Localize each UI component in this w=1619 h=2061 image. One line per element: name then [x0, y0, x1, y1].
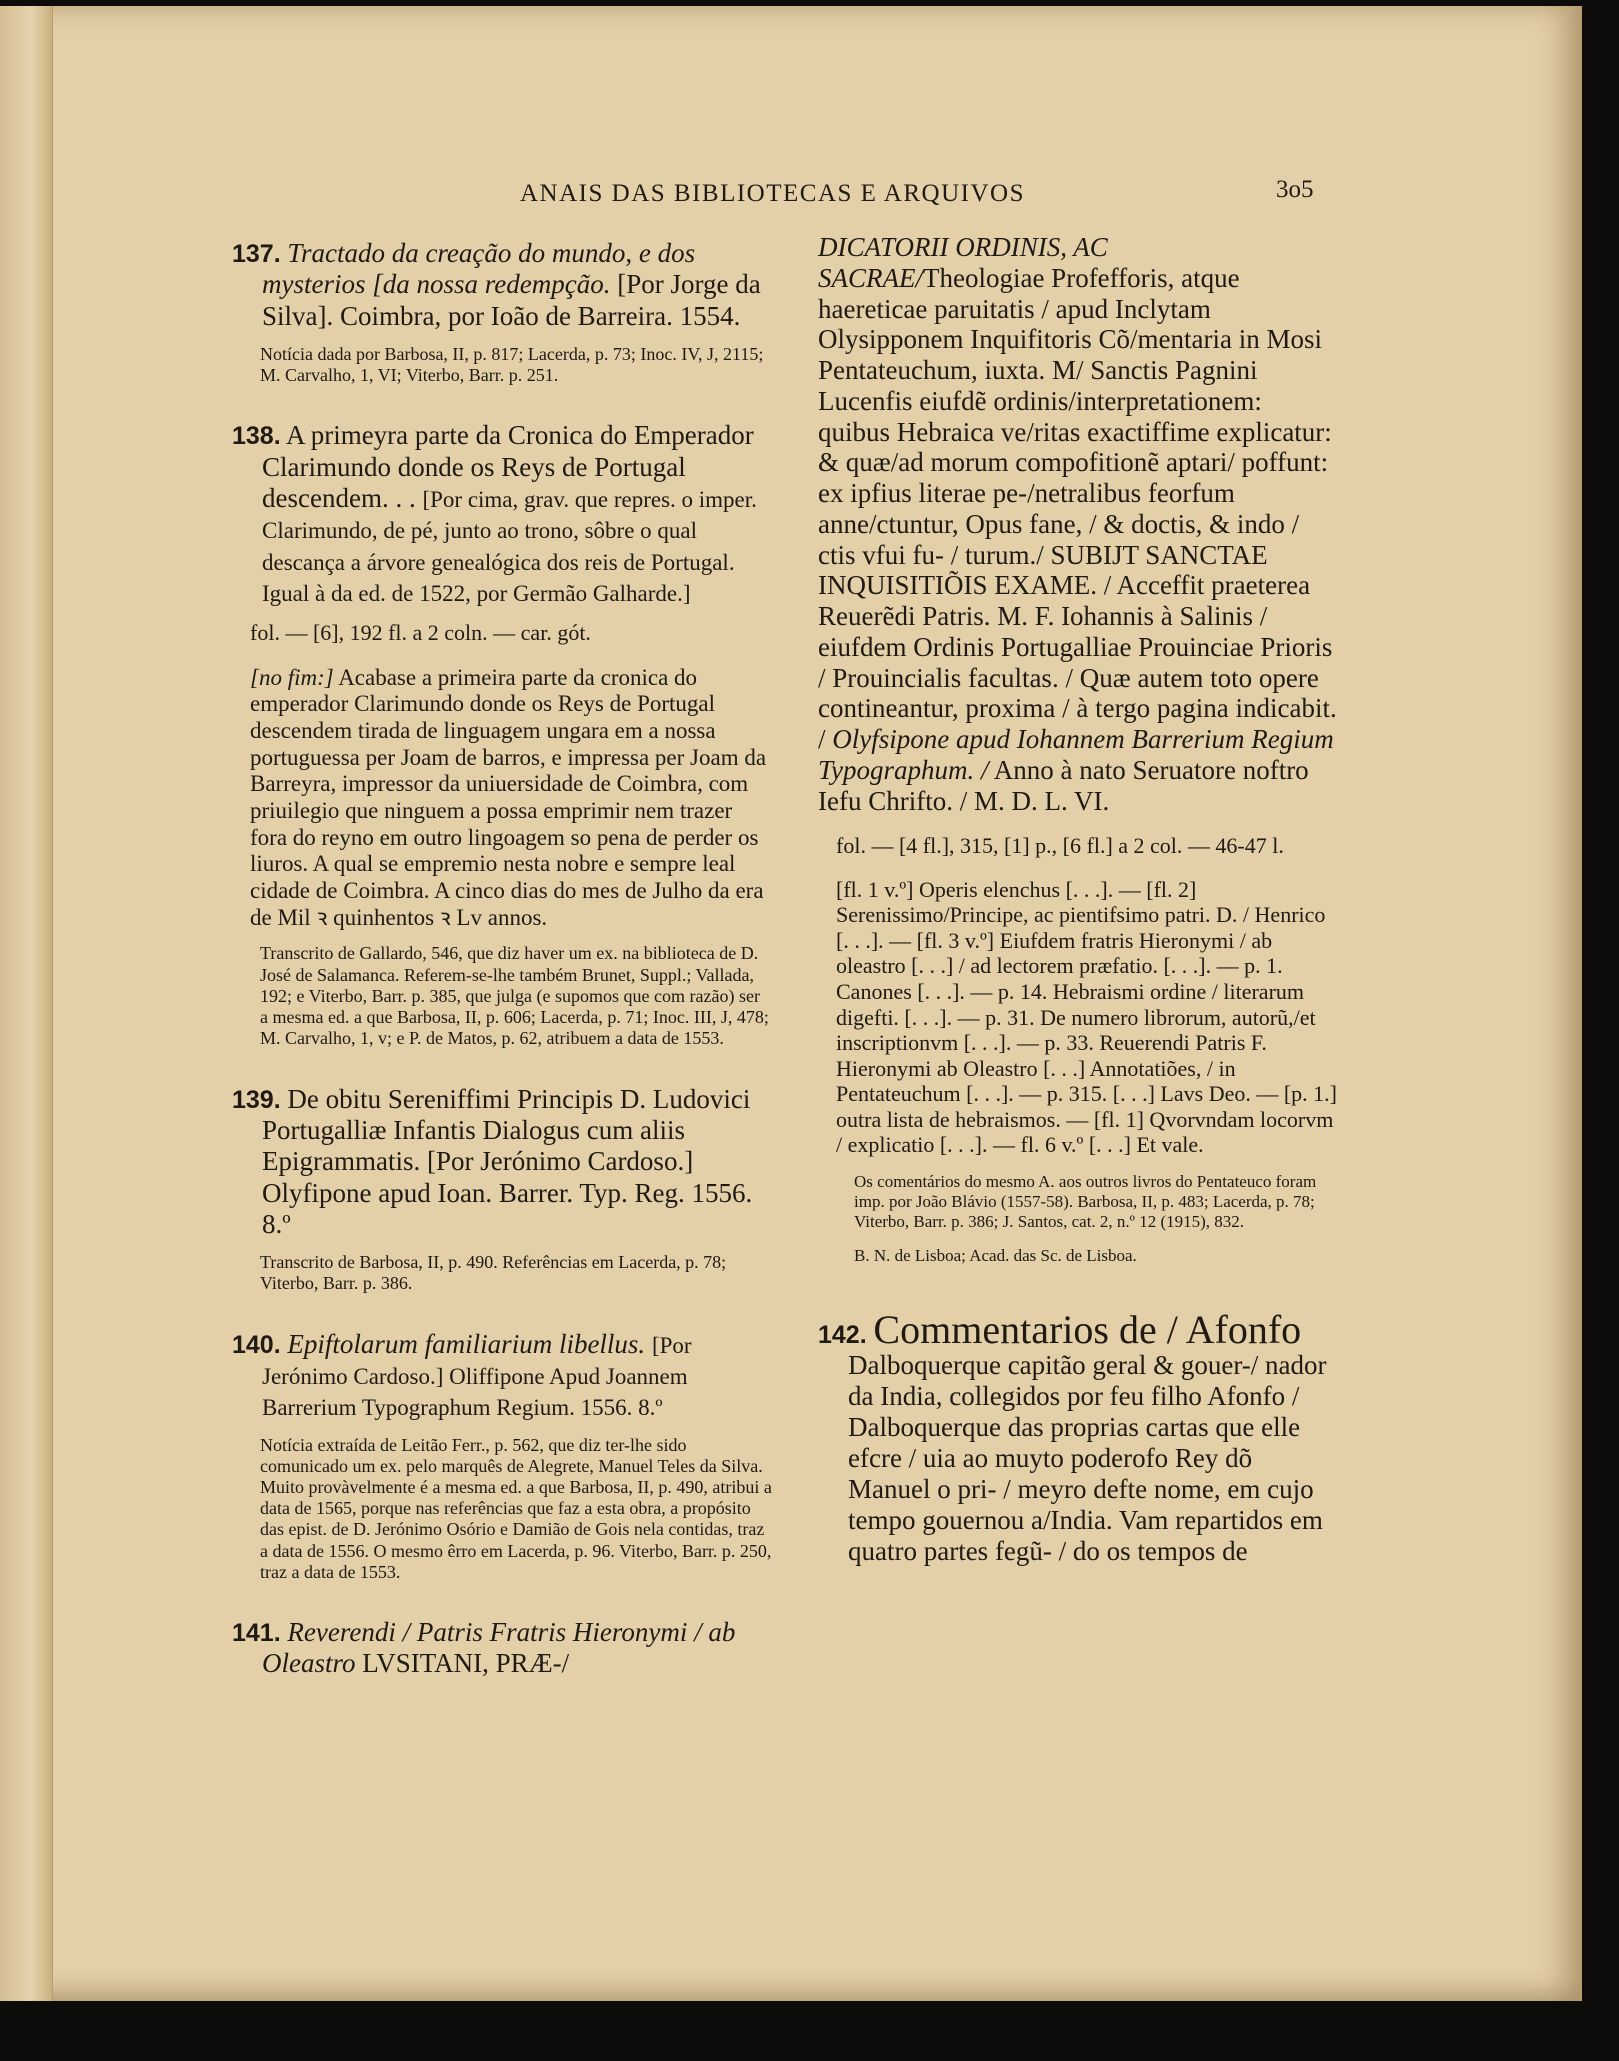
- entry-number: 139.: [232, 1085, 281, 1114]
- entry-note: Transcrito de Barbosa, II, p. 490. Referências em Lacerda, p. 78; Viterbo, Barr. p. 386.: [260, 1252, 727, 1294]
- entry-141: [232, 1617, 772, 1680]
- entry-imprint: [Por Jerónimo Cardoso.] Oliffipone Apud Joannem Barrerium Typographum Regium. 1556. 8.º: [262, 1332, 692, 1421]
- entry-number: 141.: [232, 1619, 281, 1648]
- entry-title: Epiftolarum familiarium libellus.: [287, 1328, 646, 1359]
- entry-title: Reverendi / Patris Fratris Hieronymi / ab Oleastro: [262, 1617, 736, 1679]
- imprint-italic: Olyfsipone apud Iohannem Barrerium Regium Typographum. /: [818, 724, 1334, 786]
- entry-140: [232, 1329, 772, 1584]
- title-text: Theologiae Profefforis, atque haereticae paruitatis / apud Inclytam Olysipponem Inquifitoris Cõ/mentaria in Mosi Pentateuchum, iuxta. M/ Sanctis Pagnini Lucenfis eiufdẽ ordinis/interpretationem: quibus Hebraica ve/ritas exactiffime explicatur: & quæ/ad morum compofitionẽ aptari/ poffunt: ex ipfius literae pe-/netralibus feorfum anne/ctuntur, Opus fane, / & doctis, & indo / ctis vfui fu- / turum./ SUBIJT SANCTAE INQUISITIÕIS EXAME. / Acceffit praeterea Reuerẽdi Patris. M. F. Iohannis à Salinis / eiufdem Ordinis Portugalliae Prouinciae Prioris / Prouincialis facultas. / Quæ autem toto opere contineantur, proxima / à tergo pagina indicabit. /: [818, 262, 1337, 755]
- entry-collation: fol. — [4 fl.], 315, [1] p., [6 fl.] a 2 col. — 46-47 l.: [836, 832, 1284, 858]
- entry-title-text: Dalboquerque capitão geral & gouer-/ nador da India, collegidos por feu filho Afonfo / Dalboquerque das proprias cartas que elle efcre / uia ao muyto poderofo Rey dõ Manuel o pri- / meyro defte nome, em cujo tempo gouernou a/India. Vam repartidos em quatro partes fegũ- / do os tempos de: [848, 1349, 1327, 1567]
- entry-141-continued: [818, 232, 1338, 817]
- italic-heading: DICATORII ORDINIS, AC SACRAE/: [818, 232, 1108, 293]
- colophon-text: [fl. 1 v.º] Operis elenchus [. . .]. — [fl. 2] Serenissimo/Principe, ac pientifsimo patri. D. / Henrico [. . .]. — [fl. 3 v.º] Eiufdem fratris Hieronymi / ab oleastro [. . .] / ad lectorem præfatio. [. . .]. — p. 1. Canones [. . .]. — p. 14. Hebraismi ordine / literarum digefti. [. . .]. — p. 31. De numero librorum, autorũ,/et inscriptionvm [. . .]. — p. 33. Reuerendi Patris F. Hieronymi ab Oleastro [. . .] Annotatiões, / in Pentateuchum [. . .]. — p. 315. [. . .] Lavs Deo. — [p. 1.] outra lista de hebraismos. — [fl. 1] Qvorvndam locorvm / explicatio [. . .]. — fl. 6 v.º [. . .] Et vale.: [836, 876, 1338, 1158]
- right-column: [818, 232, 1338, 1567]
- entry-142: [818, 1306, 1338, 1567]
- entry-imprint: [Por Jorge da Silva]. Coimbra, por Ioão de Barreira. 1554.: [262, 269, 761, 331]
- binding-gutter: [0, 6, 53, 2001]
- entry-139: [232, 1084, 772, 1295]
- colophon-label: [no fim:]: [250, 664, 334, 690]
- entry-collation: fol. — [6], 192 fl. a 2 coln. — car. gót.: [250, 620, 591, 646]
- entry-138: [232, 420, 772, 1049]
- entry-note: Notícia dada por Barbosa, II, p. 817; Lacerda, p. 73; Inoc. IV, J, 2115; M. Carvalho, 1, VI; Viterbo, Barr. p. 251.: [260, 343, 764, 386]
- entry-text: De obitu Sereniffimi Principis D. Ludovici Portugalliæ Infantis Dialogus cum aliis Epigrammatis. [Por Jerónimo Cardoso.] Olyfipone apud Ioan. Barrer. Typ. Reg. 1556. 8.º: [262, 1083, 753, 1239]
- imprint-date: Anno à nato Seruatore noftro Iefu Chrifto. / M. D. L. VI.: [818, 755, 1309, 816]
- entry-number: 138.: [232, 422, 281, 451]
- entry-note: Os comentários do mesmo A. aos outros livros do Pentateuco foram imp. por João Blávio (1557-58). Barbosa, II, p. 483; Lacerda, p. 78; Viterbo, Barr. p. 386; J. Santos, cat. 2, n.º 12 (1915), 832.: [854, 1171, 1317, 1231]
- entry-number: 142.: [818, 1320, 867, 1349]
- page-number: 3o5: [1276, 176, 1314, 203]
- entry-title-caps: LVSITANI, PRÆ-/: [362, 1648, 570, 1679]
- entry-title-large: Commentarios de / Afonfo: [873, 1306, 1302, 1352]
- entry-note: Notícia extraída de Leitão Ferr., p. 562, que diz ter-lhe sido comunicado um ex. pelo marquês de Alegrete, Manuel Teles da Silva. Muito provàvelmente é a mesma ed. a que Barbosa, II, p. 490, atribui a data de 1565, porque nas referências que faz a esta obra, a propósito das epist. de D. Jerónimo Osório e Damião de Gois nela contidas, traz a data de 1556. O mesmo êrro em Lacerda, p. 96. Viterbo, Barr. p. 250, traz a data de 1553.: [260, 1434, 772, 1582]
- entry-locations: B. N. de Lisboa; Acad. das Sc. de Lisboa.: [854, 1245, 1137, 1265]
- entry-number: 137.: [232, 240, 281, 268]
- running-head: ANAIS DAS BIBLIOTECAS E ARQUIVOS: [520, 180, 1025, 207]
- left-column: [232, 238, 772, 1714]
- entry-number: 140.: [232, 1330, 281, 1359]
- colophon-text: Acabase a primeira parte da cronica do emperador Clarimundo donde os Reys de Portugal descendem tirada de linguagem ungara em a nossa portuguessa per Joam de barros, e impressa per Joam da Barreyra, impressor da uniuersidade de Coimbra, com priuilegio que ninguem a possa emprimir nem trazer fora do reyno em outro lingoagem so pena de perder os liuros. A qual se empremio nesta nobre e sempre leal cidade de Coimbra. A cinco dias do mes de Julho da era de Mil ꝛ quinhentos ꝛ Lv annos.: [250, 664, 767, 930]
- entry-description: [Por cima, grav. que repres. o imper. Clarimundo, de pé, junto ao trono, sôbre o qual descança a árvore genealógica dos reis de Portugal. Igual à da ed. de 1522, por Germão Galharde.]: [262, 487, 757, 606]
- entry-note: Transcrito de Gallardo, 546, que diz haver um ex. na biblioteca de D. José de Salamanca. Referem-se-lhe também Brunet, Suppl.; Vallada, 192; e Viterbo, Barr. p. 385, que julga (e supomos que com razão) ser a mesma ed. a que Barbosa, II, p. 606; Lacerda, p. 71; Inoc. III, J, 478; M. Carvalho, 1, v; e P. de Matos, p. 62, atribuem a data de 1553.: [260, 943, 769, 1049]
- entry-title: Tractado da creação do mundo, e dos mysterios [da nossa redempção.: [262, 238, 696, 300]
- entry-137: [232, 238, 772, 386]
- entry-title: A primeyra parte da Cronica do Emperador Clarimundo donde os Reys de Portugal descendem. . .: [262, 420, 754, 514]
